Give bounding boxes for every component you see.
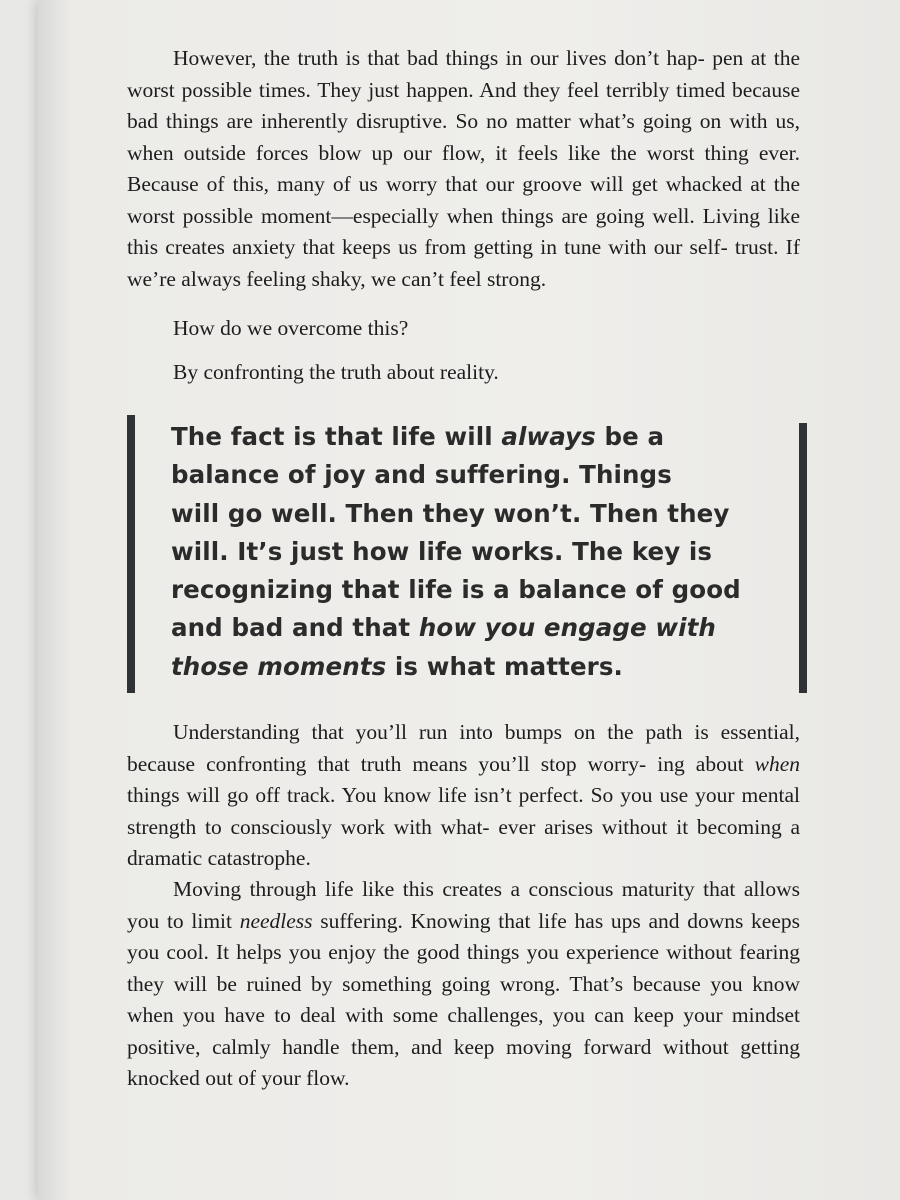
text-span: is what matters. bbox=[386, 651, 623, 681]
pull-quote-line bbox=[171, 609, 791, 647]
text-span: allows you to limit bbox=[127, 877, 800, 933]
text-line: creates anxiety that keeps us from getting in tune with our self- bbox=[165, 235, 728, 259]
paragraph-moving-text bbox=[127, 874, 800, 1095]
text-line: you experience without fearing they will be ruined by something bbox=[127, 940, 800, 996]
pull-quote-line: recognizing that life is a balance of good bbox=[171, 575, 741, 605]
emphasis-text: those moments bbox=[171, 651, 387, 681]
text-span: things will go off track. You know life isn’t perfect. bbox=[127, 783, 584, 807]
text-line: However, the truth is that bad things in our lives don’t hap- bbox=[173, 46, 705, 70]
text-line: moment—especially when things are going well. Living like this bbox=[127, 203, 801, 259]
text-line: terribly timed because bad things are inherently disruptive. So no bbox=[127, 77, 800, 133]
text-line: matter what’s going on with us, when outside forces blow up our bbox=[127, 109, 800, 165]
text-line: going wrong. That’s because you know when you have to deal bbox=[127, 971, 800, 1027]
pull-quote-line: will. It’s just how life works. The key is bbox=[171, 536, 713, 566]
text-line: and downs keeps you cool. It helps you enjoy the good things bbox=[127, 908, 801, 964]
emphasis-text: needless bbox=[239, 908, 313, 933]
pull-quote-right-bar bbox=[799, 423, 807, 693]
pull-quote-line bbox=[171, 418, 791, 456]
pull-quote-line bbox=[171, 648, 791, 686]
text-line: out of your flow. bbox=[205, 1066, 350, 1090]
text-span: be a bbox=[595, 422, 665, 451]
pull-quote-text bbox=[171, 418, 791, 686]
text-span: ing about bbox=[657, 751, 755, 776]
paragraph-intro bbox=[127, 43, 800, 295]
text-line: trust. If we’re always feeling shaky, we can’t feel strong. bbox=[127, 235, 800, 291]
text-line: Understanding that you’ll run into bumps on the path is bbox=[173, 720, 709, 744]
pull-quote-line: will go well. Then they won’t. Then they bbox=[171, 498, 730, 528]
text-line: pen at the worst possible times. They just happen. And they feel bbox=[127, 46, 801, 102]
paragraph-intro-text bbox=[127, 43, 800, 295]
text-span: and bad and that bbox=[171, 613, 419, 643]
text-line: handle them, and keep moving forward without getting knocked bbox=[127, 1034, 801, 1090]
text-line: Moving through life like this creates a conscious maturity that bbox=[173, 877, 736, 901]
text-line: flow, it feels like the worst thing ever. Because of this, many of bbox=[127, 140, 801, 196]
pull-quote bbox=[127, 415, 812, 693]
paragraph-understanding-text bbox=[127, 717, 800, 875]
emphasis-text: when bbox=[754, 751, 801, 776]
pull-quote-left-bar bbox=[127, 415, 135, 693]
text-line: essential, because confronting that truth means you’ll stop worry- bbox=[127, 720, 800, 776]
paragraph-understanding bbox=[127, 717, 800, 875]
pull-quote-line: balance of joy and suffering. Things bbox=[171, 460, 672, 490]
text-line: us worry that our groove will get whacked at the worst possible bbox=[127, 172, 801, 228]
answer-line bbox=[127, 357, 800, 389]
text-line: ever arises without it becoming a dramatic catastrophe. bbox=[127, 814, 801, 870]
question-text: How do we overcome this? bbox=[173, 316, 409, 340]
emphasis-text: how you engage with bbox=[418, 613, 716, 643]
text-line: So you use your mental strength to consciously work with what- bbox=[127, 783, 800, 839]
text-line: with some challenges, you can keep your mindset positive, calmly bbox=[127, 1003, 800, 1059]
text-span: The fact is that life will bbox=[171, 422, 502, 451]
question-line bbox=[127, 313, 800, 345]
paragraph-moving bbox=[127, 874, 800, 1095]
answer-text: By confronting the truth about reality. bbox=[173, 360, 499, 384]
emphasis-text: always bbox=[501, 422, 596, 451]
text-span: suffering. Knowing that life has ups bbox=[312, 908, 641, 933]
